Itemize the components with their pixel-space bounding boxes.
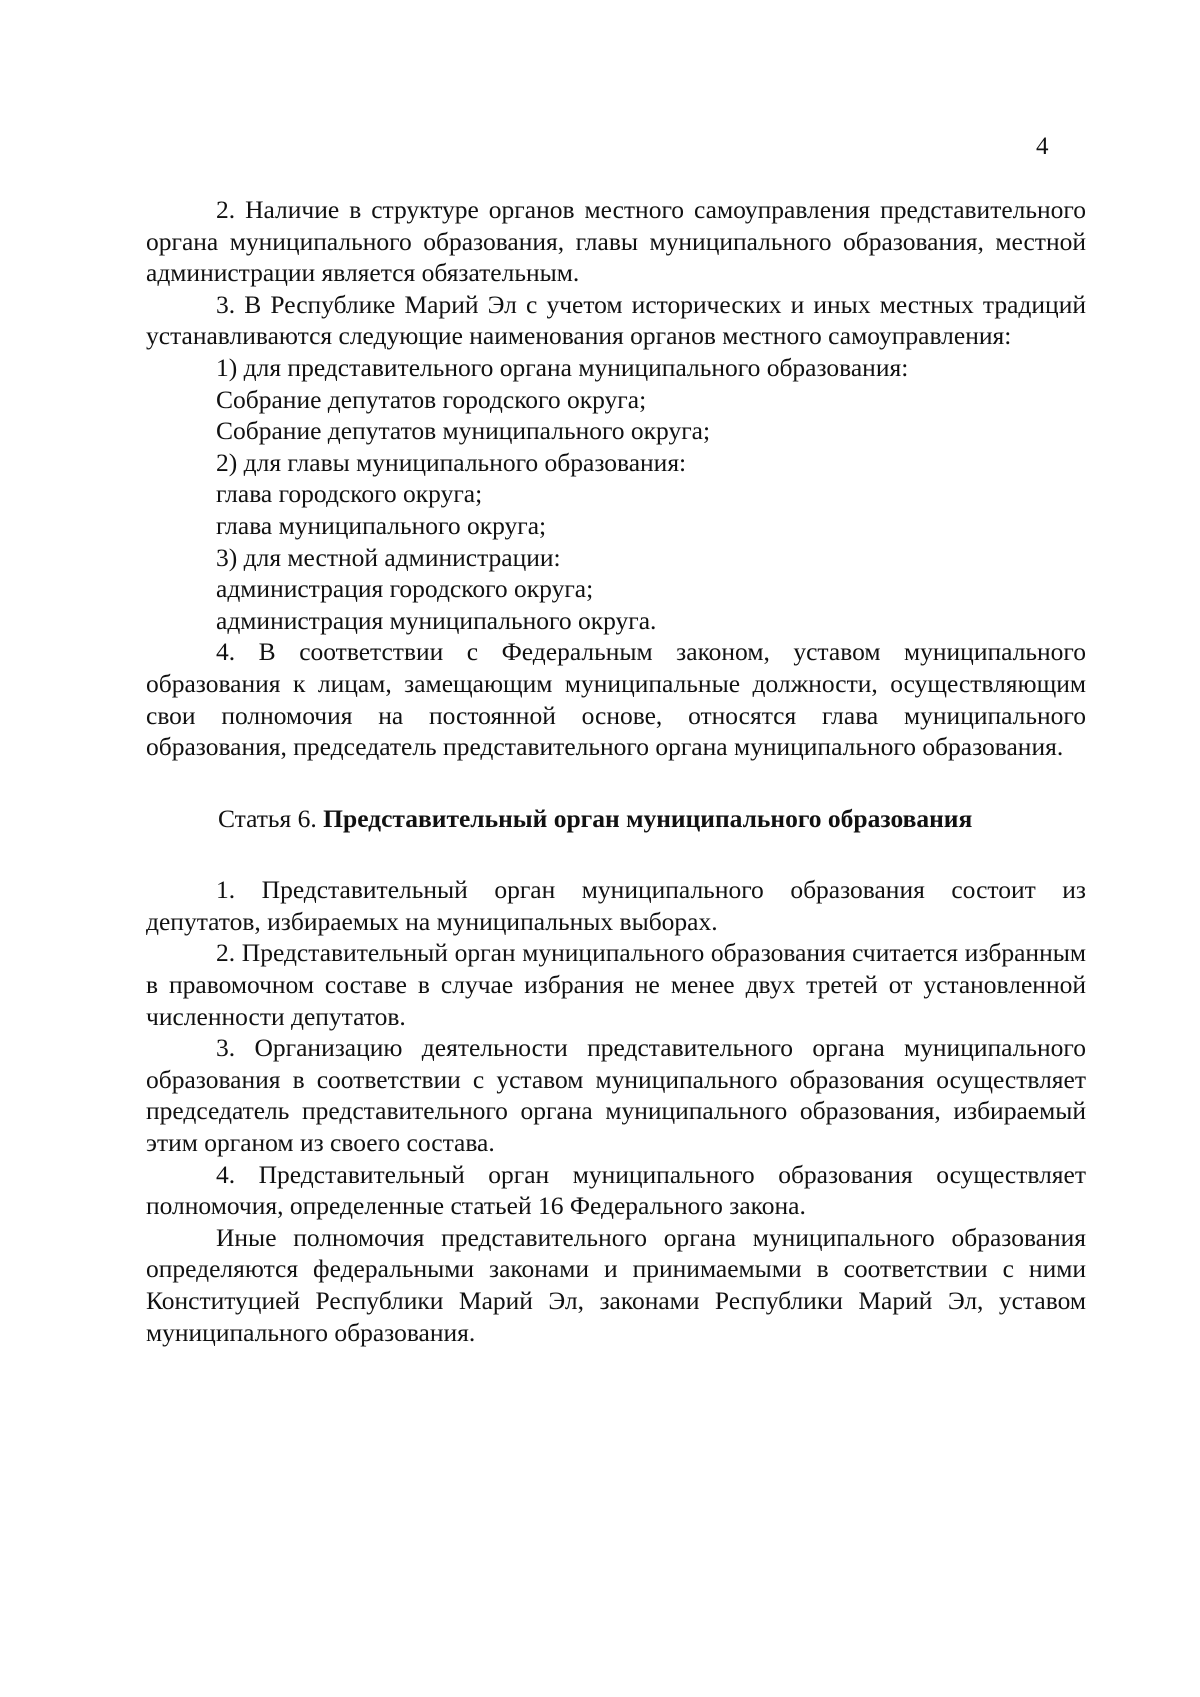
list-item: 2) для главы муниципального образования: xyxy=(216,447,687,477)
document-body xyxy=(146,194,1086,1348)
section-before-article xyxy=(146,194,1086,763)
paragraph: 2. Представительный орган муниципального образования считается избранным в правомочном составе в случае избрания не менее двух третей от установленной численности депутатов. xyxy=(146,938,1086,1031)
page-number: 4 xyxy=(1036,133,1049,160)
paragraph: 2. Наличие в структуре органов местного самоуправления представительного органа муниципального образования, главы муниципального образования, местной администрации является обязательным. xyxy=(146,195,1086,288)
paragraph: 4. Представительный орган муниципального образования осуществляет полномочия, определенные статьей 16 Федерального закона. xyxy=(146,1159,1086,1221)
article-prefix: Статья 6. xyxy=(218,803,317,833)
list-item: администрация муниципального округа. xyxy=(216,605,657,635)
paragraph: 4. В соответствии с Федеральным законом, уставом муниципального образования к лицам, замещающим муниципальные должности, осуществляющим свои полномочия на постоянной основе, относятся глава муниципального образования, председатель представительного органа муниципального образования. xyxy=(146,637,1086,762)
list-item: Собрание депутатов городского округа; xyxy=(216,384,647,414)
paragraph: 1. Представительный орган муниципального образования состоит из депутатов, избираемых на муниципальных выборах. xyxy=(146,875,1086,936)
list-item: глава муниципального округа; xyxy=(216,510,547,540)
list-item: администрация городского округа; xyxy=(216,574,594,604)
article-heading xyxy=(146,803,1086,835)
list-item: глава городского округа; xyxy=(216,479,483,509)
paragraph: 3. Организацию деятельности представительного органа муниципального образования в соответствии с уставом муниципального образования осуществляет председатель представительного органа муниципального образования, избираемый этим органом из своего состава. xyxy=(146,1033,1086,1158)
list-item: 3) для местной администрации: xyxy=(216,542,561,572)
paragraph: 3. В Республике Марий Эл с учетом исторических и иных местных традиций устанавливаются следующие наименования органов местного самоуправления: xyxy=(146,289,1086,351)
section-after-article xyxy=(146,874,1086,1348)
list-item: 1) для представительного органа муниципального образования: xyxy=(216,352,909,382)
list-item: Собрание депутатов муниципального округа; xyxy=(216,416,711,446)
paragraph: Иные полномочия представительного органа муниципального образования определяются федеральными законами и принимаемыми в соответствии с ними Конституцией Республики Марий Эл, законами Республики Марий Эл, уставом муниципального образования. xyxy=(146,1222,1086,1347)
article-title: Представительный орган муниципального образования xyxy=(323,803,973,833)
